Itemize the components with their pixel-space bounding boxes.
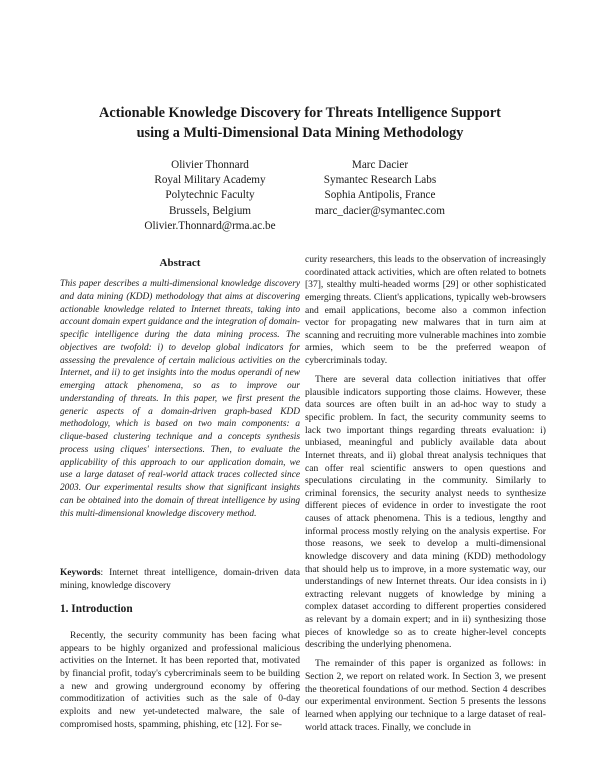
author-affiliation: Symantec Research Labs xyxy=(323,174,437,187)
author-email: Olivier.Thonnard@rma.ac.be xyxy=(144,219,276,232)
intro-paragraph-2: There are several data collection initiatives that offer plausible indicators supporting those claims. However, these data sources are often built in an ad-hoc way to study a specific problem. In fact, the security community seems to lack two important things regarding threats evaluation: i) unbiased, meaningful and publicly available data about Internet threats, and ii) global threat analysis techniques that can offer real scientific answers to open questions and speculations circulating in the community. Similarly to criminal forensics, the security analyst needs to synthesize different pieces of evidence in order to investigate the root causes of attack phenomena. This is a tedious, lengthy and informal process mostly relying on the analysis expertise. For those reasons, we seek to develop a multi-dimensional knowledge discovery and data mining (KDD) methodology that should help us to improve, in a more systematic way, our understandings of new Internet threats. Our idea consists in i) extracting relevant nuggets of knowledge by mining a complex dataset according to different properties considered as relevant by a domain expert; and in ii) synthesizing those pieces of knowledge so as to create higher-level concepts describing the underlying phenomena. xyxy=(305,374,546,651)
title-line-2: using a Multi-Dimensional Data Mining Methodology xyxy=(136,125,464,141)
author-affiliation: Royal Military Academy xyxy=(154,174,266,187)
author-name: Marc Dacier xyxy=(351,159,409,171)
title-line-1: Actionable Knowledge Discovery for Threats Intelligence Support xyxy=(99,105,501,121)
keywords-label: Keywords xyxy=(60,568,101,578)
section-heading-introduction: 1. Introduction xyxy=(60,603,133,615)
intro-paragraph-3: The remainder of this paper is organized as follows: in Section 2, we report on related work. In Section 3, we present the theoretical foundations of our method. Section 4 describes our experimental environment. Section 5 presents the lessons learned when applying our technique to a large dataset of real-world attack traces. Finally, we conclude in xyxy=(305,658,546,733)
abstract-heading: Abstract xyxy=(159,257,201,269)
author-email: marc_dacier@symantec.com xyxy=(315,204,445,217)
author-block-1 xyxy=(130,158,290,234)
author-location: Brussels, Belgium xyxy=(168,204,252,217)
intro-paragraph-1: Recently, the security community has been facing what appears to be highly organized and professional malicious activities on the Internet. It has been reported that, motivated by financial profit, today's cybercriminals seem to be building a new and growing underground economy by offering commoditization of activities such as the sale of 0-day exploits and new yet-undetected malware, the sale of compromised hosts, spamming, phishing, etc [12]. For se- xyxy=(60,630,300,730)
author-block-2 xyxy=(300,158,460,219)
abstract-text: This paper describes a multi-dimensional knowledge discovery and data mining (KDD) methodology that aims at discovering actionable knowledge related to Internet threats, taking into account domain expert guidance and the integration of domain-specific intelligence during the data mining process. The objectives are twofold: i) to develop global indicators for assessing the prevalence of certain malicious activities on the Internet, and ii) to get insights into the modus operandi of new emerging attack phenomena, so as to improve our understanding of threats. In this paper, we first present the generic aspects of a domain-driven graph-based KDD methodology, which is based on two main components: a clique-based clustering technique and a concepts synthesis process using cliques' intersections. Then, to evaluate the applicability of this approach to our application domain, we use a large dataset of real-world attack traces collected since 2003. Our experimental results show that significant insights can be obtained into the domain of threat intelligence by using this multi-dimensional knowledge discovery method. xyxy=(60,279,300,519)
keywords-text: : Internet threat intelligence, domain-driven data mining, knowledge discovery xyxy=(60,568,300,591)
author-affiliation: Sophia Antipolis, France xyxy=(324,189,436,202)
author-name: Olivier Thonnard xyxy=(171,159,249,171)
author-affiliation: Polytechnic Faculty xyxy=(165,189,255,202)
paper-title xyxy=(50,103,550,143)
keywords xyxy=(60,567,300,592)
intro-paragraph-1-cont: curity researchers, this leads to the observation of increasingly coordinated attack activities, which are often related to botnets [37], stealthy multi-headed worms [29] or other sophisticated emerging threats. Client's applications, typically web-browsers and email applications, become also a common infection vector for propagating new malwares that in turn aim at scanning and recruiting more vulnerable machines into zombie armies, which seem to be the preferred weapon of cybercriminals today. xyxy=(305,254,546,366)
right-column xyxy=(305,254,546,734)
